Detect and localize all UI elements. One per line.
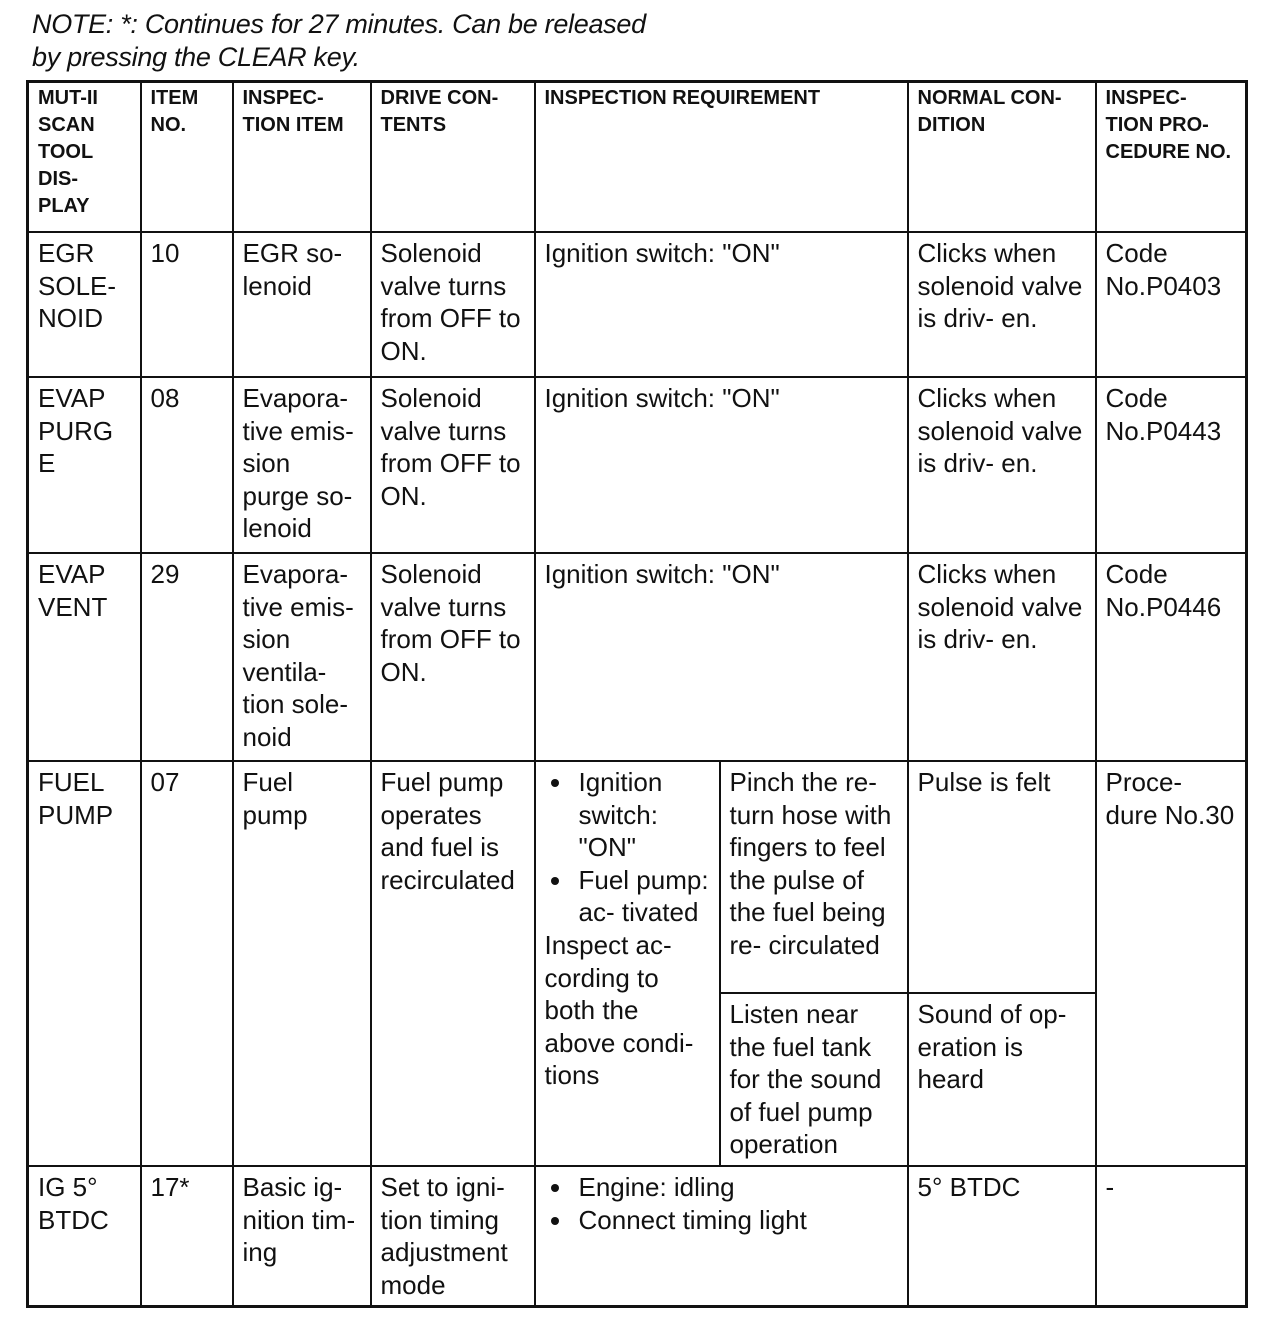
display-cell: EGR SOLE- NOID [28,232,141,377]
inspection-item-cell: Fuel pump [233,761,371,1166]
table-row [28,761,1247,993]
header-normal-condition: NORMAL CON- DITION [908,82,1096,233]
normal-condition-cell: Sound of op- eration is heard [908,993,1096,1166]
list-item: Ignition switch: "ON" [545,766,713,864]
header-inspection-requirement: INSPECTION REQUIREMENT [535,82,908,233]
inspection-item-cell: Evapora- tive emis- sion ventila- tion sole- noid [233,553,371,761]
note [32,8,932,74]
requirement-cell: Ignition switch: "ON" [535,377,908,553]
table-row [28,553,1247,761]
requirement-cell: Ignition switch: "ON" [535,553,908,761]
procedure-cell: - [1096,1166,1247,1307]
note-line-2: by pressing the CLEAR key. [32,42,360,72]
drive-contents-cell: Solenoid valve turns from OFF to ON. [371,377,535,553]
header-row [28,82,1247,233]
inspection-item-cell: Basic ig- nition tim- ing [233,1166,371,1307]
header-procedure-no: INSPEC- TION PRO- CEDURE NO. [1096,82,1247,233]
sub-requirement-cell: Listen near the fuel tank for the sound of fuel pump operation [720,993,908,1166]
item-no-cell: 29 [141,553,233,761]
header-item-no: ITEM NO. [141,82,233,233]
display-cell: IG 5° BTDC [28,1166,141,1307]
inspection-item-cell: Evapora- tive emis- sion purge so- lenoid [233,377,371,553]
sub-requirement-cell: Pinch the re- turn hose with fingers to feel the pulse of the fuel being re- circulated [720,761,908,993]
table-row [28,232,1247,377]
inspection-item-cell: EGR so- lenoid [233,232,371,377]
display-cell: FUEL PUMP [28,761,141,1166]
requirement-list [545,766,713,929]
display-cell: EVAP VENT [28,553,141,761]
procedure-cell: Code No.P0403 [1096,232,1247,377]
header-drive-contents: DRIVE CON- TENTS [371,82,535,233]
normal-condition-cell: 5° BTDC [908,1166,1096,1307]
list-item: Engine: idling [545,1171,901,1204]
item-no-cell: 08 [141,377,233,553]
header-display: MUT-II SCAN TOOL DIS- PLAY [28,82,141,233]
normal-condition-cell: Pulse is felt [908,761,1096,993]
display-cell: EVAP PURG E [28,377,141,553]
requirement-cell [535,761,720,1166]
normal-condition-cell: Clicks when solenoid valve is driv- en. [908,553,1096,761]
item-no-cell: 17* [141,1166,233,1307]
normal-condition-cell: Clicks when solenoid valve is driv- en. [908,232,1096,377]
header-inspection-item: INSPEC- TION ITEM [233,82,371,233]
drive-contents-cell: Set to igni- tion timing adjustment mode [371,1166,535,1307]
requirement-list [545,1171,901,1236]
procedure-cell: Code No.P0443 [1096,377,1247,553]
drive-contents-cell: Fuel pump operates and fuel is recirculated [371,761,535,1166]
drive-contents-cell: Solenoid valve turns from OFF to ON. [371,553,535,761]
requirement-note: Inspect ac- cording to both the above condi- tions [544,929,694,1091]
requirement-cell [535,1166,908,1307]
table-row [28,377,1247,553]
table-row [28,1166,1247,1307]
list-item: Fuel pump: ac- tivated [545,864,713,929]
actuator-test-table [26,80,1248,1308]
item-no-cell: 07 [141,761,233,1166]
item-no-cell: 10 [141,232,233,377]
note-line-1: NOTE: *: Continues for 27 minutes. Can be released [32,9,646,39]
drive-contents-cell: Solenoid valve turns from OFF to ON. [371,232,535,377]
procedure-cell: Code No.P0446 [1096,553,1247,761]
requirement-cell: Ignition switch: "ON" [535,232,908,377]
normal-condition-cell: Clicks when solenoid valve is driv- en. [908,377,1096,553]
list-item: Connect timing light [545,1204,901,1237]
procedure-cell: Proce- dure No.30 [1096,761,1247,1166]
